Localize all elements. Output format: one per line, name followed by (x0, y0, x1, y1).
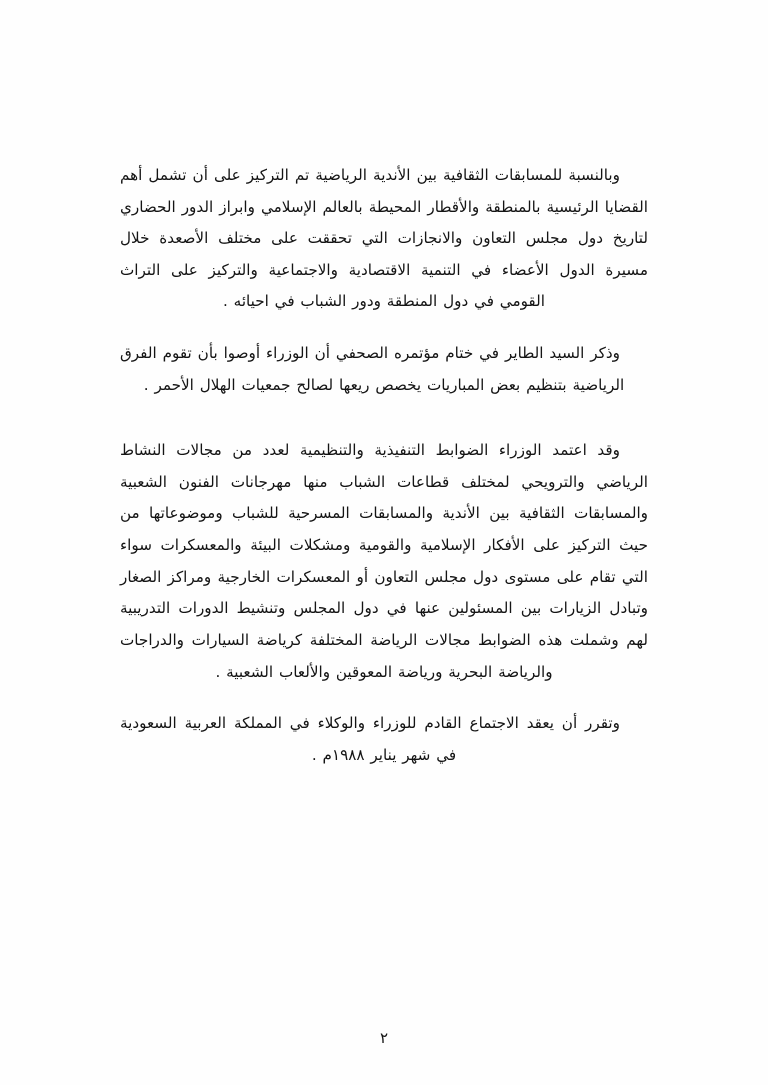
paragraph-2-text: وذكر السيد الطاير في ختام مؤتمره الصحفي أن الوزراء أوصوا بأن تقوم الفرق الرياضية بتنظيم بعض المباريات يخصص ريعها لصالح جمعيات الهلال الأحمر . (120, 344, 625, 394)
paragraph-1-text: وبالنسبة للمسابقات الثقافية بين الأندية الرياضية تم التركيز على أن تشمل أهم القضايا الرئيسية بالمنطقة والأقطار المحيطة بالعالم الإسلامي وابراز الدور الحضاري لتاريخ دول مجلس التعاون والانجازات التي تحققت على مختلف الأصعدة خلال مسيرة الدول الأعضاء في التنمية الاقتصادية والاجتماعية والتركيز على التراث القومي في دول المنطقة ودور الشباب في احيائه . (120, 166, 648, 311)
paragraph-4-text: وتقرر أن يعقد الاجتماع القادم للوزراء والوكلاء في المملكة العربية السعودية في شهر يناير ١٩٨٨م . (120, 714, 620, 764)
paragraph-3 (120, 435, 648, 688)
page-number: ٢ (379, 1029, 389, 1047)
paragraph-4 (120, 708, 648, 771)
page-content (120, 160, 648, 771)
paragraph-2 (120, 338, 648, 401)
paragraph-3-text: وقد اعتمد الوزراء الضوابط التنفيذية والتنظيمية لعدد من مجالات النشاط الرياضي والترويحي لمختلف قطاعات الشباب منها مهرجانات الفنون الشعبية والمسابقات الثقافية بين الأندية والمسابقات المسرحية للشباب وموضوعاتها من حيث التركيز على الأفكار الإسلامية والقومية ومشكلات البيئة والمعسكرات سواء التي تقام على مستوى دول مجلس التعاون أو المعسكرات الخارجية ومراكز الصغار وتبادل الزيارات بين المسئولين عنها في دول المجلس وتنشيط الدورات التدريبية لهم وشملت هذه الضوابط مجالات الرياضة المختلفة كرياضة السيارات والدراجات والرياضة البحرية ورياضة المعوقين والألعاب الشعبية . (120, 441, 648, 681)
paragraph-1 (120, 160, 648, 318)
